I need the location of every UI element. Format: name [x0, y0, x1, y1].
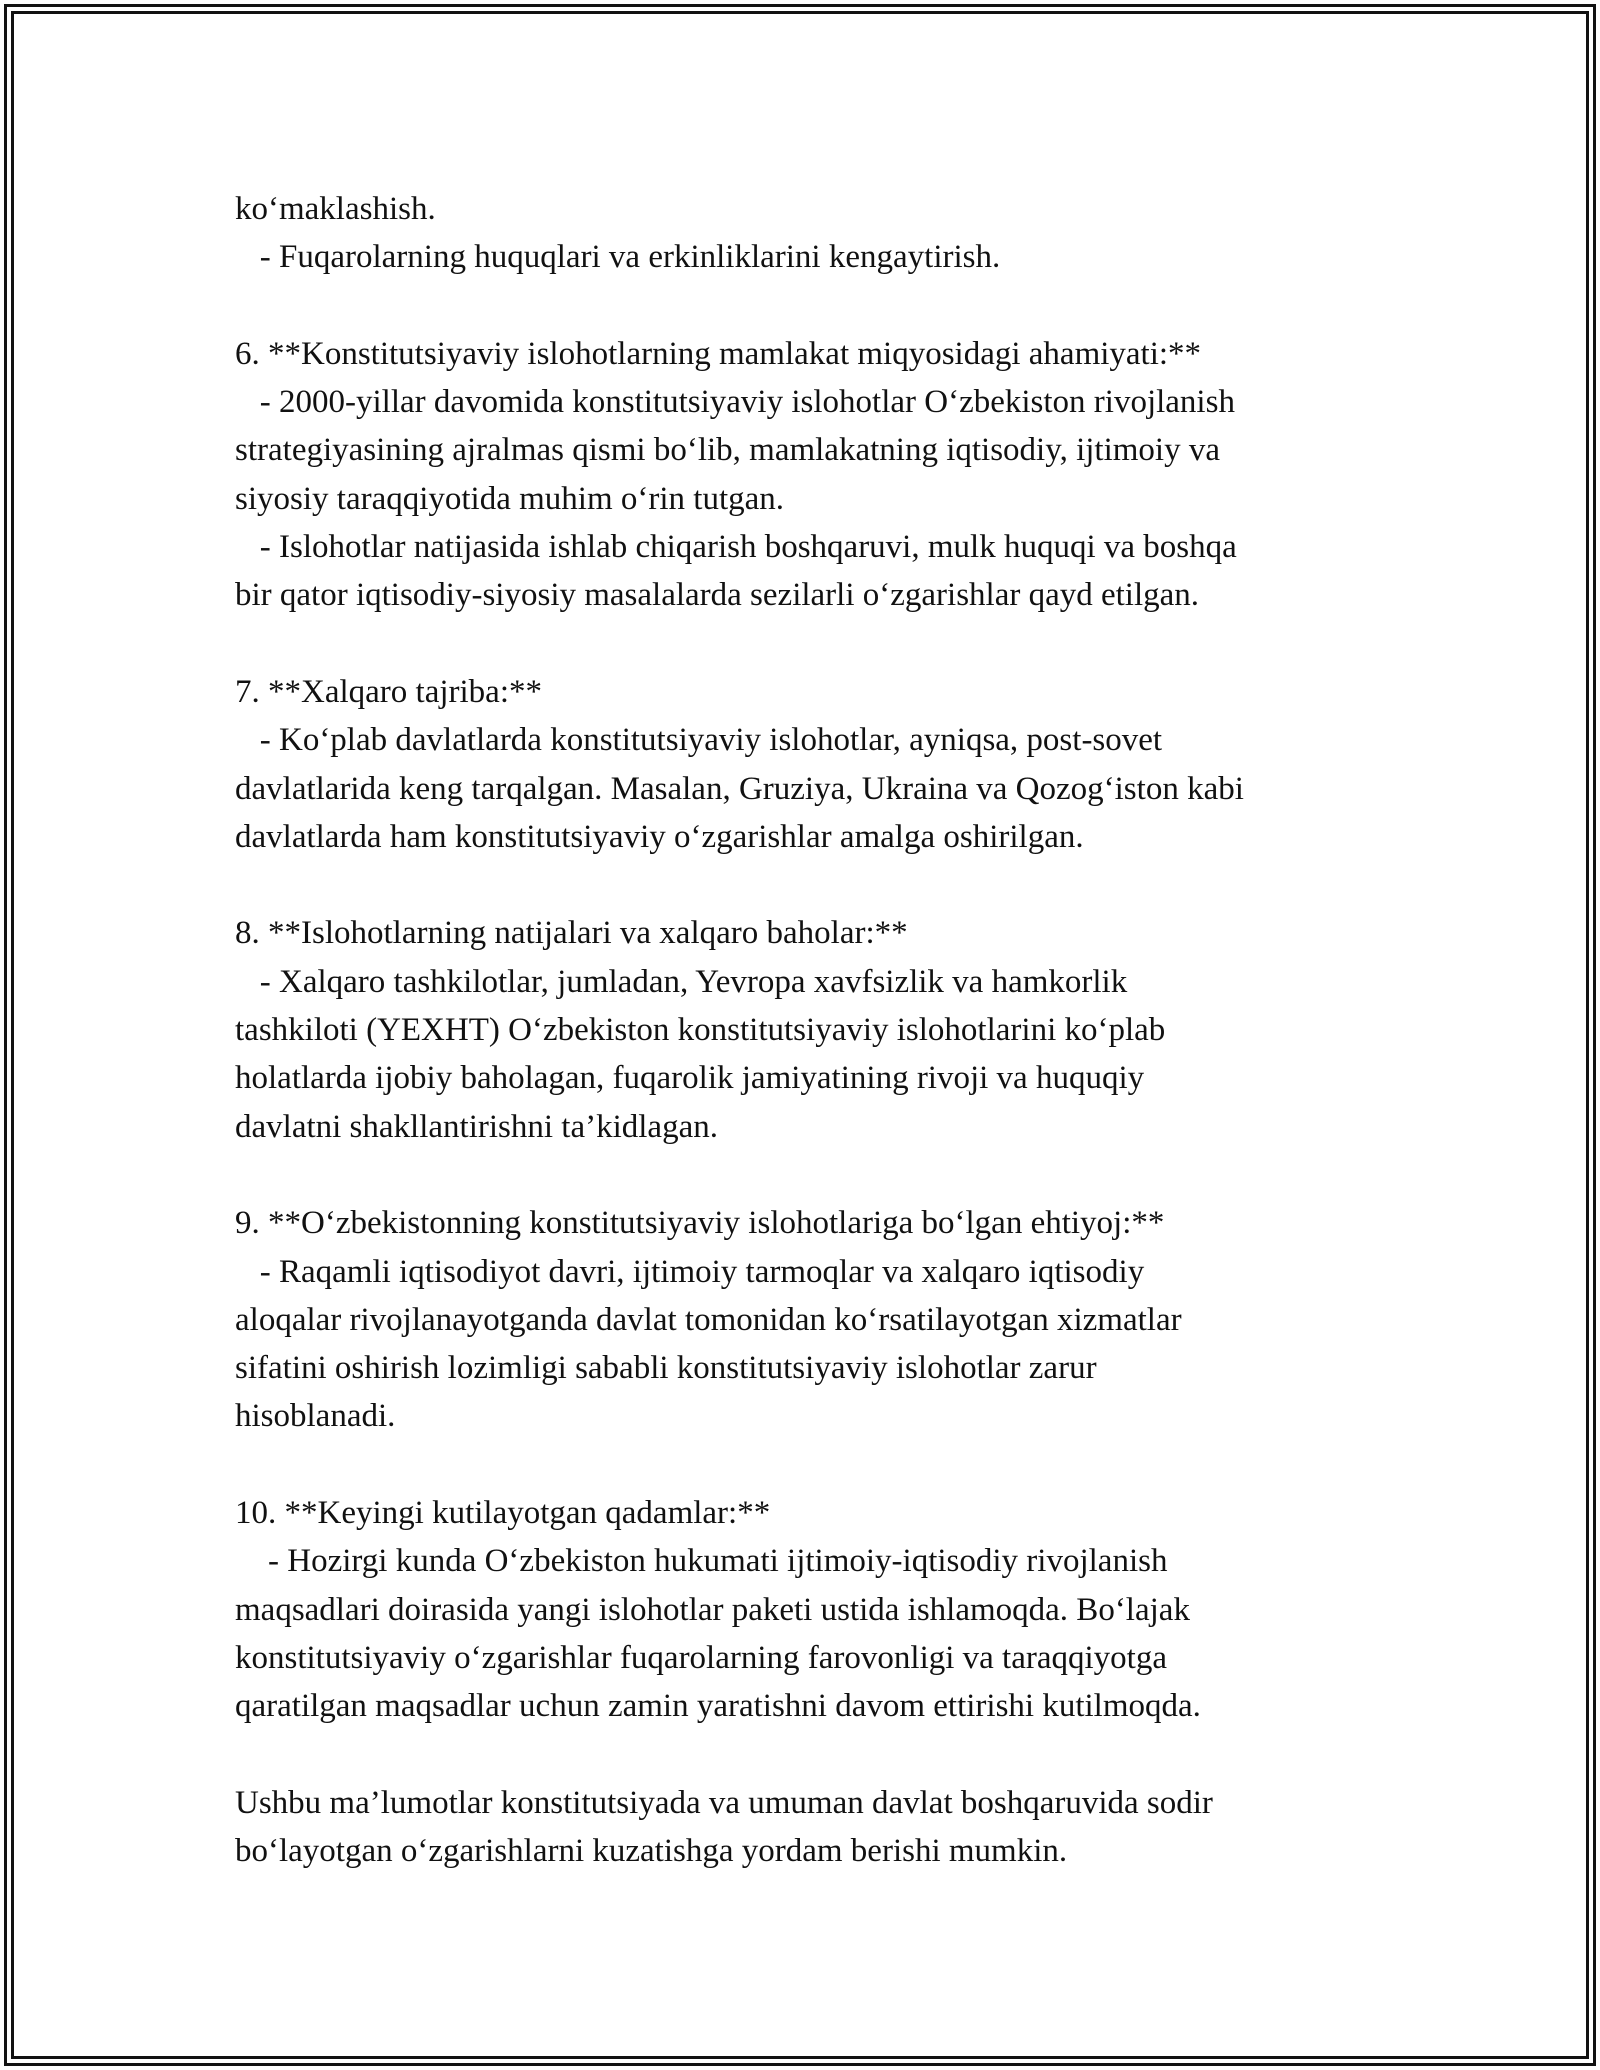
text-line: davlatni shakllantirishni ta’kidlagan. [235, 1108, 718, 1145]
text-line: aloqalar rivojlanayotganda davlat tomonidan ko‘rsatilayotgan xizmatlar [235, 1301, 1182, 1338]
blank-line [235, 861, 1395, 909]
text-line: konstitutsiyaviy o‘zgarishlar fuqarolarning farovonligi va taraqqiyotga [235, 1639, 1167, 1676]
text-line: bir qator iqtisodiy-siyosiy masalalarda sezilarli o‘zgarishlar qayd etilgan. [235, 577, 1200, 614]
text-line: tashkiloti (YEXHT) O‘zbekiston konstitutsiyaviy islohotlarini ko‘plab [235, 1012, 1166, 1049]
text-line: holatlarda ijobiy baholagan, fuqarolik jamiyatining rivoji va huquqiy [235, 1060, 1145, 1097]
text-line: sifatini oshirish lozimligi sababli konstitutsiyaviy islohotlar zarur [235, 1350, 1097, 1387]
text-line: ko‘maklashish. [235, 191, 436, 227]
text-line: - Fuqarolarning huquqlari va erkinliklarini kengaytirish. [235, 239, 1001, 276]
blank-line [235, 1441, 1395, 1489]
text-line: davlatlarda ham konstitutsiyaviy o‘zgarishlar amalga oshirilgan. [235, 818, 1084, 855]
blank-line [235, 1151, 1395, 1199]
text-line: maqsadlari doirasida yangi islohotlar paketi ustida ishlamoqda. Bo‘lajak [235, 1591, 1190, 1628]
text-line: strategiyasining ajralmas qismi bo‘lib, mamlakatning iqtisodiy, ijtimoiy va [235, 432, 1220, 469]
text-line: - 2000-yillar davomida konstitutsiyaviy islohotlar O‘zbekiston rivojlanish [235, 384, 1235, 421]
document-body [235, 185, 1395, 1875]
text-line: - Ko‘plab davlatlarda konstitutsiyaviy islohotlar, ayniqsa, post-sovet [235, 722, 1163, 759]
section-heading: 10. **Keyingi kutilayotgan qadamlar:** [235, 1495, 771, 1532]
text-line: hisoblanadi. [235, 1398, 396, 1435]
text-line: Ushbu ma’lumotlar konstitutsiyada va umuman davlat boshqaruvida sodir [235, 1784, 1213, 1821]
text-line: siyosiy taraqqiyotida muhim o‘rin tutgan. [235, 480, 785, 517]
text-line: - Islohotlar natijasida ishlab chiqarish boshqaruvi, mulk huquqi va boshqa [235, 529, 1237, 566]
section-heading: 9. **O‘zbekistonning konstitutsiyaviy islohotlariga bo‘lgan ehtiyoj:** [235, 1205, 1165, 1242]
blank-line [235, 620, 1395, 668]
blank-line [235, 282, 1395, 330]
text-line: - Xalqaro tashkilotlar, jumladan, Yevropa xavfsizlik va hamkorlik [235, 963, 1128, 1000]
section-heading: 7. **Xalqaro tajriba:** [235, 673, 542, 710]
text-line: - Raqamli iqtisodiyot davri, ijtimoiy tarmoqlar va xalqaro iqtisodiy [235, 1253, 1145, 1290]
section-heading: 8. **Islohotlarning natijalari va xalqaro baholar:** [235, 915, 908, 952]
section-heading: 6. **Konstitutsiyaviy islohotlarning mamlakat miqyosidagi ahamiyati:** [235, 335, 1202, 372]
text-line: - Hozirgi kunda O‘zbekiston hukumati ijtimoiy-iqtisodiy rivojlanish [235, 1543, 1168, 1580]
text-line: bo‘layotgan o‘zgarishlarni kuzatishga yordam berishi mumkin. [235, 1833, 1068, 1870]
text-line: qaratilgan maqsadlar uchun zamin yaratishni davom ettirishi kutilmoqda. [235, 1688, 1201, 1725]
blank-line [235, 1731, 1395, 1779]
text-line: davlatlarida keng tarqalgan. Masalan, Gruziya, Ukraina va Qozog‘iston kabi [235, 770, 1244, 807]
